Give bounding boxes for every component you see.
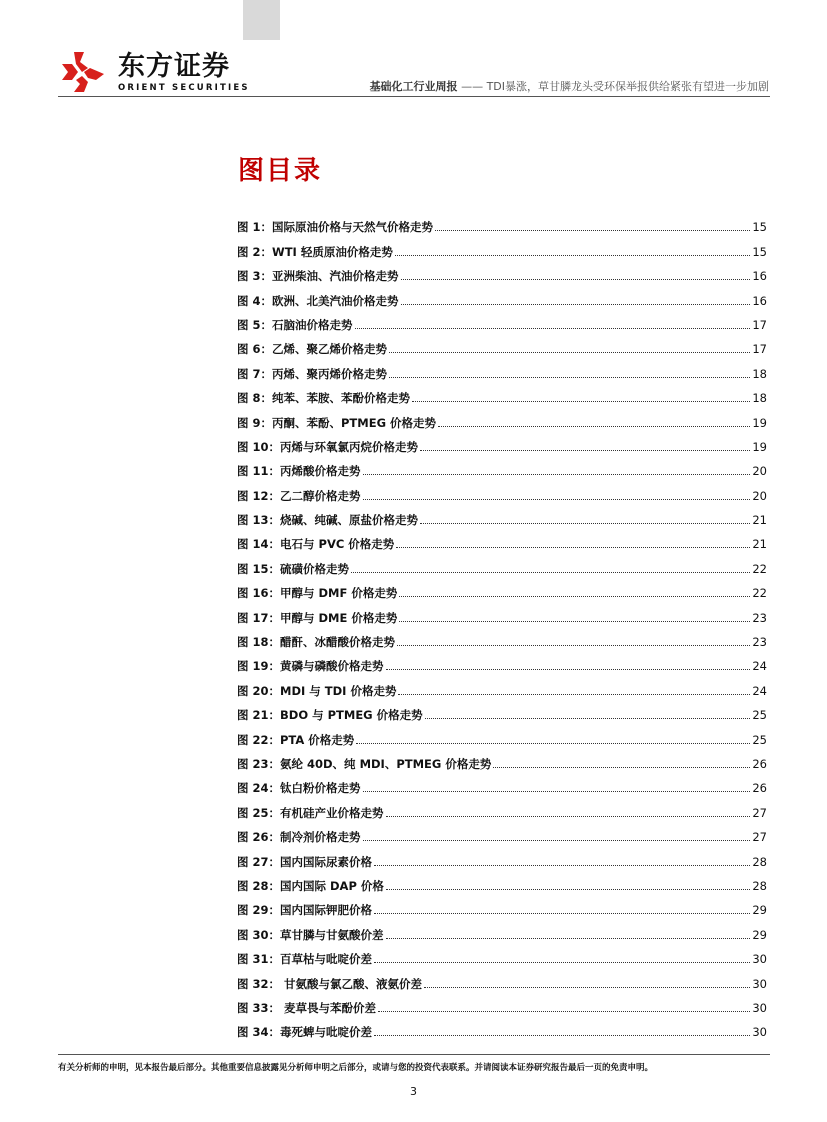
toc-entry-label[interactable]: 图 1：国际原油价格与天然气价格走势 bbox=[237, 220, 434, 235]
toc-entry-page[interactable]: 20 bbox=[752, 488, 767, 503]
toc-dot-leader bbox=[374, 864, 750, 866]
toc-entry-page[interactable]: 26 bbox=[752, 781, 767, 796]
toc-dot-leader bbox=[420, 449, 750, 451]
toc-entry[interactable] bbox=[237, 576, 767, 600]
toc-dot-leader bbox=[399, 620, 750, 622]
header-divider bbox=[58, 96, 770, 97]
toc-entry-label[interactable]: 图 25：有机硅产业价格走势 bbox=[237, 805, 384, 820]
toc-entry-label[interactable]: 图 11：丙烯酸价格走势 bbox=[237, 464, 361, 479]
toc-entry[interactable] bbox=[237, 991, 767, 1015]
toc-entry-page[interactable]: 29 bbox=[752, 903, 767, 918]
toc-entry-label[interactable]: 图 20：MDI 与 TDI 价格走势 bbox=[237, 683, 397, 698]
toc-dot-leader bbox=[438, 425, 750, 427]
toc-entry-label[interactable]: 图 15：硫磺价格走势 bbox=[237, 561, 350, 576]
toc-entry-label[interactable]: 图 23：氨纶 40D、纯 MDI、PTMEG 价格走势 bbox=[237, 756, 492, 771]
toc-entry[interactable] bbox=[237, 917, 767, 941]
toc-dot-leader bbox=[356, 742, 750, 744]
toc-dot-leader bbox=[399, 595, 750, 597]
company-logo bbox=[58, 50, 250, 94]
toc-entry-label[interactable]: 图 34：毒死蜱与吡啶价差 bbox=[237, 1025, 373, 1040]
toc-entry[interactable] bbox=[237, 698, 767, 722]
toc-entry-page[interactable]: 30 bbox=[752, 976, 767, 991]
figure-table-of-contents bbox=[237, 210, 767, 1039]
toc-entry-label[interactable]: 图 9：丙酮、苯酚、PTMEG 价格走势 bbox=[237, 415, 437, 430]
toc-entry[interactable] bbox=[237, 332, 767, 356]
toc-dot-leader bbox=[412, 400, 750, 402]
toc-entry-label[interactable]: 图 8：纯苯、苯胺、苯酚价格走势 bbox=[237, 391, 411, 406]
toc-dot-leader bbox=[389, 376, 750, 378]
toc-entry[interactable] bbox=[237, 478, 767, 502]
toc-dot-leader bbox=[363, 498, 751, 500]
toc-entry[interactable] bbox=[237, 503, 767, 527]
toc-entry-page[interactable]: 18 bbox=[752, 391, 767, 406]
toc-entry-page[interactable]: 22 bbox=[752, 561, 767, 576]
toc-entry-page[interactable]: 20 bbox=[752, 464, 767, 479]
toc-entry-page[interactable]: 30 bbox=[752, 952, 767, 967]
toc-entry-page[interactable]: 17 bbox=[752, 317, 767, 332]
logo-english-name: ORIENT SECURITIES bbox=[118, 83, 250, 93]
footer-disclaimer: 有关分析师的申明，见本报告最后部分。其他重要信息披露见分析师申明之后部分，或请与您的投资代表联系。并请阅读本证券研究报告最后一页的免责申明。 bbox=[58, 1063, 654, 1073]
toc-entry-label[interactable]: 图 26：制冷剂价格走势 bbox=[237, 830, 361, 845]
toc-dot-leader bbox=[396, 546, 750, 548]
toc-entry[interactable] bbox=[237, 454, 767, 478]
toc-entry-page[interactable]: 19 bbox=[752, 439, 767, 454]
toc-dot-leader bbox=[374, 1034, 750, 1036]
toc-entry[interactable] bbox=[237, 942, 767, 966]
toc-entry[interactable] bbox=[237, 381, 767, 405]
toc-dot-leader bbox=[424, 986, 750, 988]
toc-entry[interactable] bbox=[237, 551, 767, 575]
toc-entry-page[interactable]: 16 bbox=[752, 269, 767, 284]
toc-dot-leader bbox=[363, 839, 751, 841]
toc-dot-leader bbox=[374, 961, 750, 963]
toc-entry[interactable] bbox=[237, 405, 767, 429]
toc-dot-leader bbox=[386, 937, 751, 939]
toc-entry-page[interactable]: 29 bbox=[752, 927, 767, 942]
toc-entry-label[interactable]: 图 14：电石与 PVC 价格走势 bbox=[237, 537, 395, 552]
header-separator: —— bbox=[461, 80, 484, 93]
logo-mark-icon bbox=[58, 50, 108, 94]
toc-entry[interactable] bbox=[237, 430, 767, 454]
toc-dot-leader bbox=[386, 668, 751, 670]
toc-entry-label[interactable]: 图 30：草甘膦与甘氨酸价差 bbox=[237, 927, 384, 942]
toc-dot-leader bbox=[398, 693, 750, 695]
toc-dot-leader bbox=[386, 888, 750, 890]
toc-dot-leader bbox=[401, 278, 751, 280]
toc-entry[interactable] bbox=[237, 234, 767, 258]
toc-entry[interactable] bbox=[237, 527, 767, 551]
toc-entry[interactable] bbox=[237, 820, 767, 844]
toc-dot-leader bbox=[493, 766, 750, 768]
toc-entry-label[interactable]: 图 3：亚洲柴油、汽油价格走势 bbox=[237, 269, 399, 284]
toc-entry-label[interactable]: 图 31：百草枯与吡啶价差 bbox=[237, 952, 373, 967]
toc-entry[interactable] bbox=[237, 893, 767, 917]
logo-chinese-name: 东方证券 bbox=[118, 51, 230, 82]
toc-entry[interactable] bbox=[237, 600, 767, 624]
toc-entry-label[interactable]: 图 18：醋酐、冰醋酸价格走势 bbox=[237, 635, 396, 650]
toc-entry-page[interactable]: 19 bbox=[752, 415, 767, 430]
toc-entry-page[interactable]: 18 bbox=[752, 366, 767, 381]
toc-entry-page[interactable]: 15 bbox=[752, 220, 767, 235]
toc-dot-leader bbox=[401, 303, 751, 305]
page-number: 3 bbox=[410, 1085, 417, 1098]
toc-entry[interactable] bbox=[237, 356, 767, 380]
toc-dot-leader bbox=[355, 327, 751, 329]
toc-dot-leader bbox=[363, 790, 751, 792]
toc-entry-page[interactable]: 17 bbox=[752, 342, 767, 357]
toc-dot-leader bbox=[389, 351, 750, 353]
toc-entry-page[interactable]: 27 bbox=[752, 805, 767, 820]
toc-entry-label[interactable]: 图 33： 麦草畏与苯酚价差 bbox=[237, 1000, 377, 1015]
toc-entry-label[interactable]: 图 13：烧碱、纯碱、原盐价格走势 bbox=[237, 513, 419, 528]
toc-dot-leader bbox=[374, 912, 750, 914]
toc-entry-page[interactable]: 22 bbox=[752, 586, 767, 601]
toc-entry-page[interactable]: 16 bbox=[752, 293, 767, 308]
toc-dot-leader bbox=[425, 717, 751, 719]
toc-dot-leader bbox=[386, 815, 751, 817]
toc-entry-label[interactable]: 图 27：国内国际尿素价格 bbox=[237, 854, 373, 869]
toc-entry-label[interactable]: 图 24：钛白粉价格走势 bbox=[237, 781, 361, 796]
toc-entry[interactable] bbox=[237, 649, 767, 673]
toc-entry-label[interactable]: 图 4：欧洲、北美汽油价格走势 bbox=[237, 293, 399, 308]
toc-entry[interactable] bbox=[237, 771, 767, 795]
toc-entry-label[interactable]: 图 12：乙二醇价格走势 bbox=[237, 488, 361, 503]
toc-entry-page[interactable]: 21 bbox=[752, 537, 767, 552]
toc-entry[interactable] bbox=[237, 747, 767, 771]
toc-dot-leader bbox=[420, 522, 750, 524]
toc-entry-label[interactable]: 图 32： 甘氨酸与氯乙酸、液氨价差 bbox=[237, 976, 423, 991]
toc-entry-page[interactable]: 25 bbox=[752, 708, 767, 723]
report-type: 基础化工行业周报 bbox=[369, 80, 458, 93]
toc-entry[interactable] bbox=[237, 283, 767, 307]
toc-entry-label[interactable]: 图 28：国内国际 DAP 价格 bbox=[237, 878, 384, 893]
footer-divider bbox=[58, 1054, 770, 1055]
toc-entry-page[interactable]: 15 bbox=[752, 244, 767, 259]
toc-entry[interactable] bbox=[237, 844, 767, 868]
toc-entry[interactable] bbox=[237, 210, 767, 234]
toc-entry[interactable] bbox=[237, 308, 767, 332]
toc-entry-label[interactable]: 图 6：乙烯、聚乙烯价格走势 bbox=[237, 342, 388, 357]
toc-entry-label[interactable]: 图 5：石脑油价格走势 bbox=[237, 317, 353, 332]
report-title: TDI暴涨，草甘膦龙头受环保举报供给紧张有望进一步加剧 bbox=[486, 80, 769, 93]
toc-title: 图目录 bbox=[238, 156, 323, 186]
toc-entry-label[interactable]: 图 21：BDO 与 PTMEG 价格走势 bbox=[237, 708, 423, 723]
toc-entry[interactable] bbox=[237, 795, 767, 819]
toc-entry-page[interactable]: 24 bbox=[752, 659, 767, 674]
toc-entry-page[interactable]: 28 bbox=[752, 854, 767, 869]
toc-entry-label[interactable]: 图 17：甲醇与 DME 价格走势 bbox=[237, 610, 398, 625]
toc-entry-page[interactable]: 30 bbox=[752, 1025, 767, 1040]
toc-entry-page[interactable]: 30 bbox=[752, 1000, 767, 1015]
toc-entry[interactable] bbox=[237, 869, 767, 893]
toc-entry-page[interactable]: 28 bbox=[752, 878, 767, 893]
toc-entry[interactable] bbox=[237, 722, 767, 746]
toc-entry-page[interactable]: 25 bbox=[752, 732, 767, 747]
toc-entry[interactable] bbox=[237, 259, 767, 283]
toc-dot-leader bbox=[395, 254, 751, 256]
toc-entry-page[interactable]: 23 bbox=[752, 635, 767, 650]
report-header bbox=[370, 80, 769, 94]
toc-dot-leader bbox=[378, 1010, 750, 1012]
toc-entry-label[interactable]: 图 29：国内国际钾肥价格 bbox=[237, 903, 373, 918]
toc-entry-label[interactable]: 图 2：WTI 轻质原油价格走势 bbox=[237, 244, 393, 259]
toc-entry-label[interactable]: 图 16：甲醇与 DMF 价格走势 bbox=[237, 586, 398, 601]
toc-entry[interactable] bbox=[237, 673, 767, 697]
toc-dot-leader bbox=[435, 229, 750, 231]
toc-entry-page[interactable]: 24 bbox=[752, 683, 767, 698]
toc-dot-leader bbox=[363, 473, 751, 475]
toc-entry[interactable] bbox=[237, 966, 767, 990]
toc-entry[interactable] bbox=[237, 1015, 767, 1039]
toc-entry-label[interactable]: 图 10：丙烯与环氧氯丙烷价格走势 bbox=[237, 439, 419, 454]
toc-entry-page[interactable]: 23 bbox=[752, 610, 767, 625]
toc-entry-page[interactable]: 26 bbox=[752, 756, 767, 771]
toc-entry-page[interactable]: 27 bbox=[752, 830, 767, 845]
toc-entry-label[interactable]: 图 7：丙烯、聚丙烯价格走势 bbox=[237, 366, 388, 381]
toc-entry-page[interactable]: 21 bbox=[752, 513, 767, 528]
toc-dot-leader bbox=[351, 571, 750, 573]
toc-entry-label[interactable]: 图 22：PTA 价格走势 bbox=[237, 732, 355, 747]
toc-entry[interactable] bbox=[237, 625, 767, 649]
header-decoration-bar bbox=[243, 0, 280, 40]
toc-entry-label[interactable]: 图 19：黄磷与磷酸价格走势 bbox=[237, 659, 384, 674]
toc-dot-leader bbox=[397, 644, 750, 646]
